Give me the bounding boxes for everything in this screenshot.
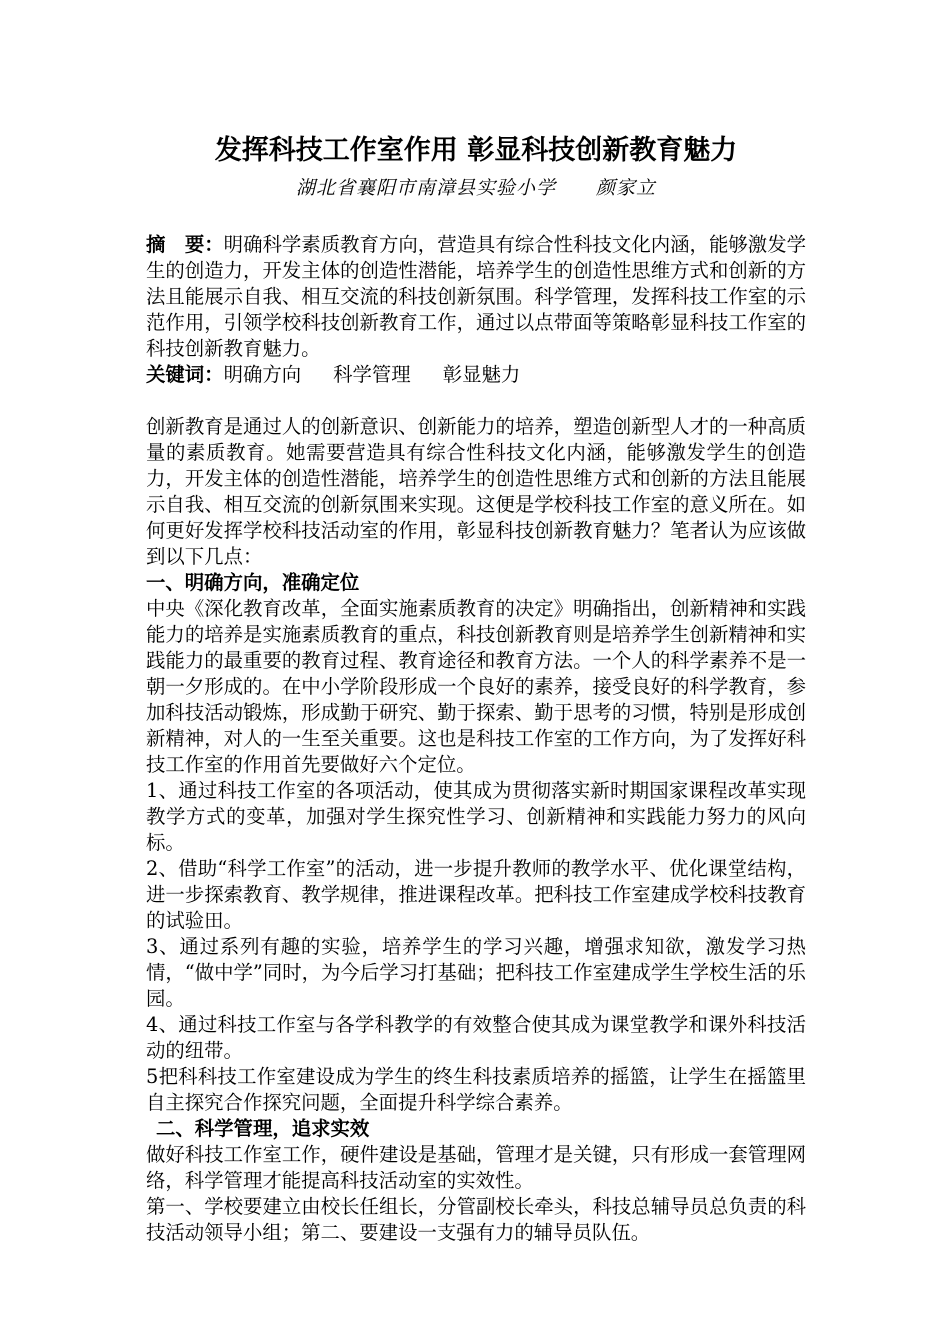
section-heading: 一、明确方向，准确定位 <box>146 571 360 594</box>
intro-paragraph: 创新教育是通过人的创新意识、创新能力的培养，塑造创新型人才的一种高质量的素质教育。她需要营造具有综合性科技文化内涵，能够激发学生的创造力，开发主体的创造性潜能，培养学生的创造性思维方式和创新的方法且能展示自我、相互交流的创新氛围来实现。这便是学校科技工作室的意义所在。如何更好发挥学校科技活动室的作用，彰显科技创新教育魅力？笔者认为应该做到以下几点： <box>146 415 806 568</box>
section-body: 中央《深化教育改革，全面实施素质教育的决定》明确指出，创新精神和实践能力的培养是实施素质教育的重点，科技创新教育则是培养学生创新精神和实践能力的最重要的教育过程、教育途径和教育方法。一个人的科学素养不是一朝一夕形成的。在中小学阶段形成一个良好的素养，接受良好的科学教育，参加科技活动锻炼，形成勤于研究、勤于探索、勤于思考的习惯，特别是形成创新精神，对人的一生至关重要。这也是科技工作室的工作方向，为了发挥好科技工作室的作用首先要做好六个定位。 <box>146 597 806 776</box>
list-item: 1、通过科技工作室的各项活动，使其成为贯彻落实新时期国家课程改革实现教学方式的变革，加强对学生探究性学习、创新精神和实践能力努力的风向标。 <box>146 779 806 854</box>
author-byline <box>146 174 806 202</box>
list-item: 3、通过系列有趣的实验，培养学生的学习兴趣，增强求知欲，激发学习热情，“做中学”同时，为今后学习打基础；把科技工作室建成学生学校生活的乐园。 <box>146 935 806 1010</box>
list-item: 4、通过科技工作室与各学科教学的有效整合使其成为课堂教学和课外科技活动的纽带。 <box>146 1013 806 1062</box>
author-school: 湖北省襄阳市南漳县实验小学 <box>295 177 556 199</box>
keyword-item: 明确方向 <box>223 363 302 386</box>
list-item: 2、借助“科学工作室”的活动，进一步提升教师的教学水平、优化课堂结构，进一步探索教育、教学规律，推进课程改革。把科技工作室建成学校科技教育的试验田。 <box>146 857 806 932</box>
document-page <box>146 128 806 1246</box>
keywords-line <box>146 362 806 388</box>
section-body: 做好科技工作室工作，硬件建设是基础，管理才是关键，只有形成一套管理网络，科学管理才能提高科技活动室的实效性。 <box>146 1143 806 1192</box>
abstract-label: 摘 要： <box>146 233 224 256</box>
document-title: 发挥科技工作室作用 彰显科技创新教育魅力 <box>214 135 738 166</box>
blank-line <box>146 388 806 414</box>
keywords-label: 关键词： <box>146 363 224 386</box>
keyword-item: 彰显魅力 <box>442 363 521 386</box>
abstract-text: 明确科学素质教育方向，营造具有综合性科技文化内涵，能够激发学生的创造力，开发主体的创造性潜能，培养学生的创造性思维方式和创新的方法且能展示自我、相互交流的科技创新氛围。科学管理，发挥科技工作室的示范作用，引领学校科技创新教育工作，通过以点带面等策略彰显科技工作室的科技创新教育魅力。 <box>146 233 807 360</box>
keyword-item: 科学管理 <box>333 363 411 386</box>
section-heading: 二、科学管理，追求实效 <box>156 1117 370 1140</box>
author-name: 颜家立 <box>596 177 657 199</box>
section-body: 第一、学校要建立由校长任组长，分管副校长牵头，科技总辅导员总负责的科技活动领导小组；第二、要建设一支强有力的辅导员队伍。 <box>146 1195 806 1244</box>
list-item: 5把科科技工作室建设成为学生的终生科技素质培养的摇篮，让学生在摇篮里自主探究合作探究问题，全面提升科学综合素养。 <box>146 1065 806 1114</box>
abstract-paragraph <box>146 232 806 362</box>
